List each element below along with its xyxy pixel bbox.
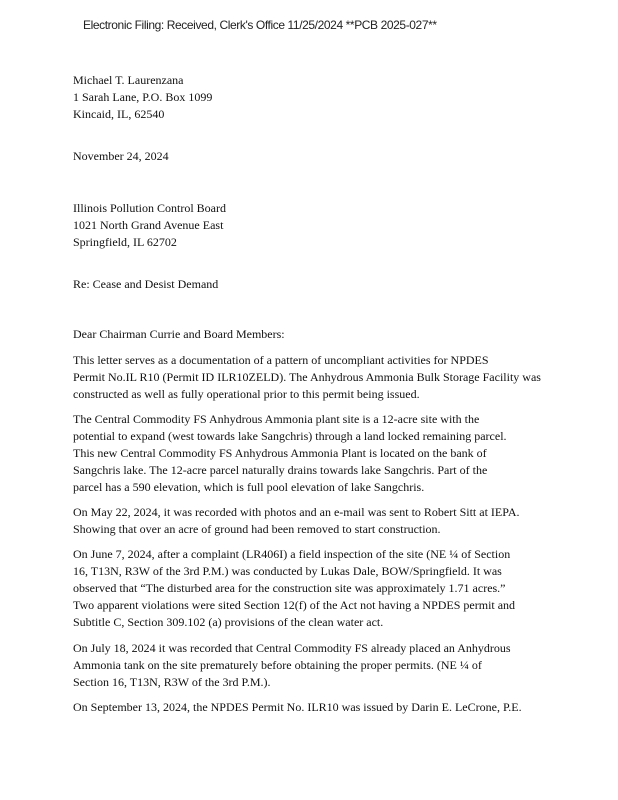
sender-city: Kincaid, IL, 62540 <box>73 107 165 121</box>
paragraph-line: This new Central Commodity FS Anhydrous Ammonia Plant is located on the bank of <box>73 446 487 460</box>
paragraph-line: On September 13, 2024, the NPDES Permit No. ILR10 was issued by Darin E. LeCrone, P.E. <box>73 700 522 714</box>
paragraph-line: On July 18, 2024 it was recorded that Central Commodity FS already placed an Anhydrous <box>73 641 511 655</box>
salutation: Dear Chairman Currie and Board Members: <box>73 327 285 341</box>
paragraph-3 <box>73 504 553 538</box>
paragraph-2 <box>73 411 553 496</box>
letter-date: November 24, 2024 <box>73 149 169 163</box>
recipient-name: Illinois Pollution Control Board <box>73 201 227 215</box>
sender-address: 1 Sarah Lane, P.O. Box 1099 <box>73 90 213 104</box>
paragraph-line: On June 7, 2024, after a complaint (LR406I) a field inspection of the site (NE ¼ of Section <box>73 547 511 561</box>
paragraph-line: Subtitle C, Section 309.102 (a) provisions of the clean water act. <box>73 615 384 629</box>
paragraph-line: Two apparent violations were sited Section 12(f) of the Act not having a NPDES permit and <box>73 598 516 612</box>
paragraph-6 <box>73 699 553 716</box>
recipient-city: Springfield, IL 62702 <box>73 235 177 249</box>
paragraph-line: constructed as well as fully operational prior to this permit being issued. <box>73 387 420 401</box>
sender-name: Michael T. Laurenzana <box>73 73 184 87</box>
paragraph-line: Ammonia tank on the site prematurely before obtaining the proper permits. (NE ¼ of <box>73 658 482 672</box>
paragraph-line: Showing that over an acre of ground had been removed to start construction. <box>73 522 441 536</box>
sender-block <box>73 72 212 123</box>
paragraph-line: Sangchris lake. The 12-acre parcel naturally drains towards lake Sangchris. Part of the <box>73 463 488 477</box>
paragraph-line: parcel has a 590 elevation, which is full pool elevation of lake Sangchris. <box>73 480 425 494</box>
paragraph-line: On May 22, 2024, it was recorded with photos and an e-mail was sent to Robert Sitt at IEPA. <box>73 505 520 519</box>
recipient-block <box>73 200 226 251</box>
paragraph-line: observed that “The disturbed area for the construction site was approximately 1.71 acres.” <box>73 581 506 595</box>
paragraph-line: This letter serves as a documentation of a pattern of uncompliant activities for NPDES <box>73 353 489 367</box>
subject-line: Re: Cease and Desist Demand <box>73 277 219 291</box>
paragraph-line: The Central Commodity FS Anhydrous Ammonia plant site is a 12-acre site with the <box>73 412 480 426</box>
paragraph-4 <box>73 546 553 631</box>
paragraph-line: 16, T13N, R3W of the 3rd P.M.) was conducted by Lukas Dale, BOW/Springfield. It was <box>73 564 502 578</box>
paragraph-line: Permit No.IL R10 (Permit ID ILR10ZELD). The Anhydrous Ammonia Bulk Storage Facility was <box>73 370 541 384</box>
recipient-address: 1021 North Grand Avenue East <box>73 218 224 232</box>
paragraph-line: potential to expand (west towards lake Sangchris) through a land locked remaining parcel. <box>73 429 507 443</box>
paragraph-1 <box>73 352 553 403</box>
paragraph-5 <box>73 640 553 691</box>
filing-header: Electronic Filing: Received, Clerk's Office 11/25/2024 **PCB 2025-027** <box>83 18 437 32</box>
paragraph-line: Section 16, T13N, R3W of the 3rd P.M.). <box>73 675 271 689</box>
